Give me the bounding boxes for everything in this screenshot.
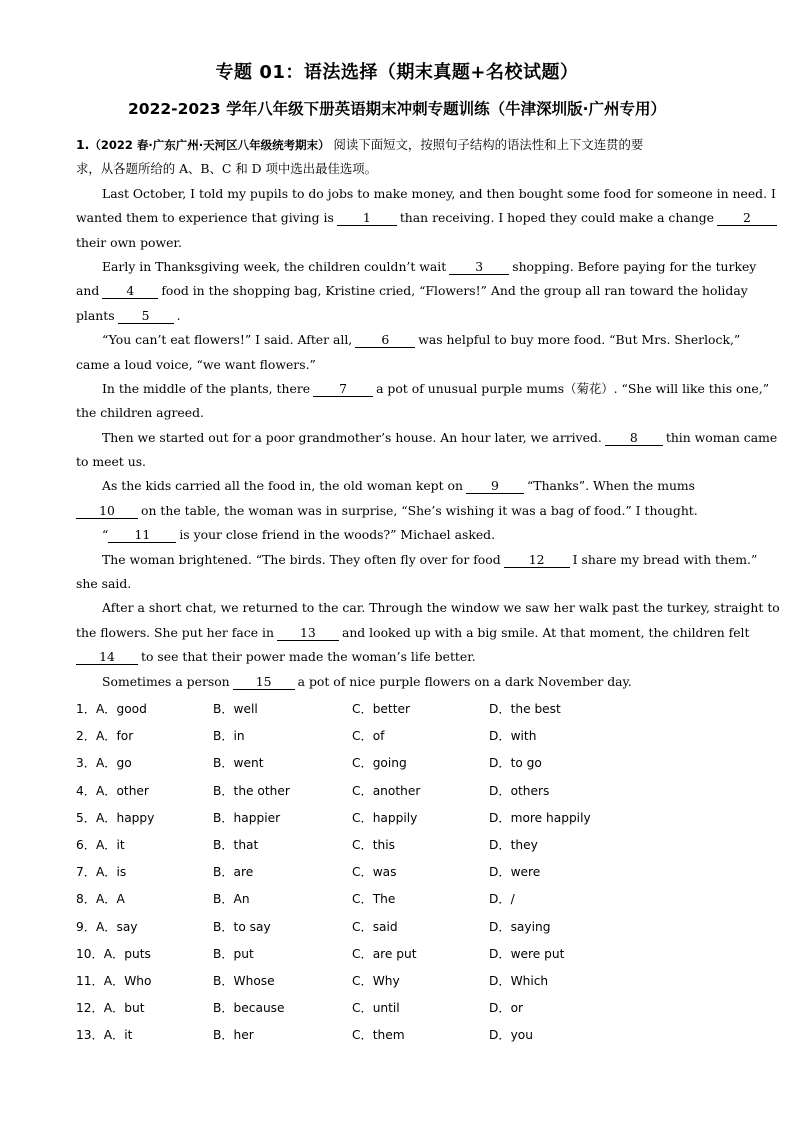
option-number: 11． <box>76 973 104 988</box>
option-choice-b: B．the other <box>213 783 290 798</box>
option-choice-d: D．with <box>489 729 537 744</box>
question-source: （2022 春·广东广州·天河区八年级统考期末） <box>89 138 330 152</box>
passage-line: Sometimes a person 15 a pot of nice purple flowers on a dark November day. <box>102 673 632 689</box>
passage-line: plants 5 . <box>76 307 181 323</box>
option-number: 4． <box>76 783 96 798</box>
option-number-and-choice-a <box>76 778 149 805</box>
blank-9: 9 <box>466 478 524 494</box>
passage-line: Then we started out for a poor grandmother’s house. An hour later, we arrived. 8 thin woman came <box>102 429 778 445</box>
option-number: 9． <box>76 919 96 934</box>
option-row <box>76 914 736 941</box>
option-row <box>76 886 736 913</box>
option-choice-a: A．happy <box>95 810 155 825</box>
option-row <box>76 805 736 832</box>
option-number: 5． <box>76 810 96 825</box>
option-choice-d: D．Which <box>489 973 549 988</box>
option-choice-d: D．were <box>489 865 541 880</box>
blank-4: 4 <box>102 283 158 299</box>
passage-line: Last October, I told my pupils to do jobs to make money, and then bought some food for someone in need. I <box>102 185 776 201</box>
option-choice-c: C．said <box>352 919 398 934</box>
option-choice-b: B．in <box>213 729 245 744</box>
option-choice-d: D．you <box>489 1028 533 1043</box>
blank-11: 11 <box>108 527 176 543</box>
option-number-and-choice-a <box>76 995 144 1022</box>
option-number-and-choice-a <box>76 805 154 832</box>
option-choice-b: B．Whose <box>213 973 275 988</box>
page-title: 专题 01：语法选择（期末真题+名校试题） <box>215 62 579 83</box>
option-choice-c: C．was <box>352 865 397 880</box>
blank-6: 6 <box>355 332 415 348</box>
option-number: 13． <box>76 1028 104 1043</box>
instruction-line-1: 阅读下面短文，按照句子结构的语法性和上下文连贯的要 <box>329 137 644 152</box>
option-choice-b: B．happier <box>213 810 281 825</box>
option-row <box>76 832 736 859</box>
option-number: 12． <box>76 1001 104 1016</box>
option-choice-a: A．Who <box>103 973 152 988</box>
option-choice-c: C．this <box>352 837 395 852</box>
option-number-and-choice-a <box>76 1022 132 1049</box>
option-number-and-choice-a <box>76 886 125 913</box>
option-choice-d: D．or <box>489 1001 524 1016</box>
option-choice-c: C．going <box>352 756 407 771</box>
blank-5: 5 <box>118 308 174 324</box>
option-number: 3． <box>76 756 96 771</box>
option-row <box>76 859 736 886</box>
option-choice-d: D．others <box>489 783 550 798</box>
option-choice-b: B．her <box>213 1028 254 1043</box>
option-row <box>76 995 736 1022</box>
passage-line: Early in Thanksgiving week, the children couldn’t wait 3 shopping. Before paying for the turkey <box>102 258 757 274</box>
blank-12: 12 <box>504 552 570 568</box>
passage-line: and 4 food in the shopping bag, Kristine cried, “Flowers!” And the group all ran toward the holiday <box>76 283 748 299</box>
option-choice-a: A．other <box>95 783 149 798</box>
option-choice-b: B．put <box>213 946 254 961</box>
passage-line: As the kids carried all the food in, the old woman kept on 9 “Thanks”. When the mums <box>102 478 696 494</box>
passage-line: their own power. <box>76 234 182 250</box>
option-choice-a: A．it <box>103 1028 133 1043</box>
option-number-and-choice-a <box>76 723 133 750</box>
option-choice-b: B．because <box>213 1001 285 1016</box>
option-choice-d: D．were put <box>489 946 565 961</box>
option-choice-d: D．/ <box>489 892 515 907</box>
passage-line: the children agreed. <box>76 405 204 421</box>
passage-line: After a short chat, we returned to the car. Through the window we saw her walk past the turkey, straight to <box>102 600 780 616</box>
answer-options <box>76 696 736 1049</box>
option-choice-a: A．for <box>95 729 134 744</box>
option-row <box>76 968 736 995</box>
option-choice-a: A．but <box>103 1001 145 1016</box>
passage-line: 10 on the table, the woman was in surprise, “She’s wishing it was a bag of food.” I thought. <box>76 499 716 523</box>
option-choice-c: C．of <box>352 729 385 744</box>
blank-14: 14 <box>76 649 138 665</box>
option-choice-b: B．went <box>213 756 264 771</box>
option-row <box>76 750 736 777</box>
option-number-and-choice-a <box>76 968 151 995</box>
option-choice-d: D．saying <box>489 919 551 934</box>
option-choice-a: A．A <box>95 892 125 907</box>
option-row <box>76 778 736 805</box>
option-number: 8． <box>76 892 96 907</box>
option-choice-b: B．An <box>213 892 250 907</box>
option-number: 2． <box>76 729 96 744</box>
option-choice-a: A．is <box>95 865 127 880</box>
option-choice-d: D．more happily <box>489 810 591 825</box>
question-header <box>76 133 716 157</box>
option-number-and-choice-a <box>76 832 125 859</box>
option-number-and-choice-a <box>76 696 147 723</box>
option-number-and-choice-a <box>76 941 151 968</box>
option-choice-d: D．they <box>489 837 538 852</box>
blank-13: 13 <box>277 625 339 641</box>
option-number-and-choice-a <box>76 750 132 777</box>
option-choice-c: C．them <box>352 1028 405 1043</box>
option-number: 6． <box>76 837 96 852</box>
passage-line: she said. <box>76 576 132 592</box>
option-choice-c: C．Why <box>352 973 400 988</box>
option-row <box>76 696 736 723</box>
option-number-and-choice-a <box>76 914 138 941</box>
option-choice-b: B．to say <box>213 919 271 934</box>
passage-line: “You can’t eat flowers!” I said. After all, 6 was helpful to buy more food. “But Mrs. Sherlock,” <box>102 332 741 348</box>
option-choice-c: C．better <box>352 702 410 716</box>
blank-3: 3 <box>449 259 509 275</box>
passage-line: came a loud voice, “we want flowers.” <box>76 356 316 372</box>
question-number: 1. <box>76 137 90 152</box>
option-choice-a: A．say <box>95 919 138 934</box>
blank-1: 1 <box>337 210 397 226</box>
option-choice-b: B．well <box>213 702 258 716</box>
option-choice-a: A．it <box>95 837 125 852</box>
option-choice-d: D．the best <box>489 702 561 716</box>
passage-line: “ 11 is your close friend in the woods?” Michael asked. <box>102 527 496 543</box>
option-number: 10． <box>76 946 104 961</box>
passage-line: to meet us. <box>76 454 146 470</box>
option-choice-d: D．to go <box>489 756 542 771</box>
option-choice-a: A．go <box>95 756 132 771</box>
blank-7: 7 <box>313 381 373 397</box>
blank-15: 15 <box>233 674 295 690</box>
passage-line: 14 to see that their power made the woman’s life better. <box>76 645 716 669</box>
passage-line: the flowers. She put her face in 13 and looked up with a big smile. At that moment, the children felt <box>76 624 750 640</box>
page-subtitle: 2022-2023 学年八年级下册英语期末冲刺专题训练（牛津深圳版·广州专用） <box>128 100 666 118</box>
passage-line: wanted them to experience that giving is 1 than receiving. I hoped they could make a change 2 <box>76 206 716 230</box>
question-passage <box>76 133 780 694</box>
blank-2: 2 <box>717 210 777 226</box>
option-choice-c: C．The <box>352 892 396 907</box>
option-choice-c: C．happily <box>352 810 418 825</box>
option-number: 1． <box>76 702 96 716</box>
option-number: 7． <box>76 865 96 880</box>
option-row <box>76 723 736 750</box>
option-choice-a: A．puts <box>103 946 151 961</box>
option-choice-c: C．are put <box>352 946 417 961</box>
option-number-and-choice-a <box>76 859 126 886</box>
passage-line: In the middle of the plants, there 7 a pot of unusual purple mums（菊花）. “She will like this one,” <box>102 380 770 396</box>
blank-8: 8 <box>605 430 663 446</box>
option-choice-a: A．good <box>95 702 147 716</box>
option-choice-b: B．are <box>213 865 254 880</box>
option-choice-c: C．another <box>352 783 421 798</box>
option-choice-b: B．that <box>213 837 259 852</box>
passage-line: The woman brightened. “The birds. They often fly over for food 12 I share my bread with them.” <box>102 551 758 567</box>
option-row <box>76 941 736 968</box>
blank-10: 10 <box>76 503 138 519</box>
option-choice-c: C．until <box>352 1001 400 1016</box>
instruction-line-2: 求，从各题所给的 A、B、C 和 D 项中选出最佳选项。 <box>76 161 378 177</box>
option-row <box>76 1022 736 1049</box>
